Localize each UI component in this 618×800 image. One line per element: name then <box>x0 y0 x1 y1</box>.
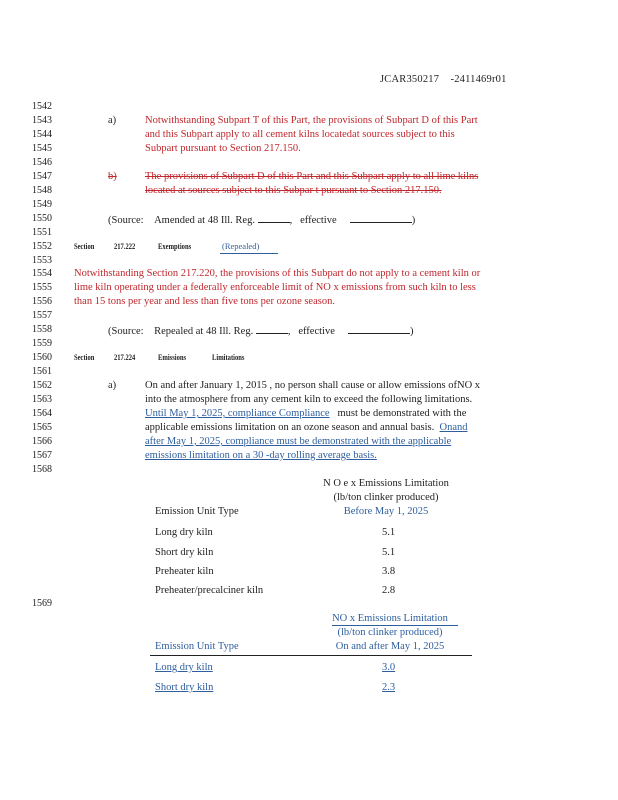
line-number: 1567 <box>32 450 52 461</box>
table-header-line: Before May 1, 2025 <box>343 506 429 517</box>
inserted-paragraph-line: emissions limitation on a 30 -day rolling average basis. <box>145 450 377 461</box>
table-cell-value: 3.8 <box>382 566 396 577</box>
line-number: 1558 <box>32 324 52 335</box>
table-cell-type: Preheater/precalciner kiln <box>155 585 264 596</box>
line-number: 1542 <box>32 101 52 112</box>
text: applicable emissions limitation on an ozone season and annual basis. <box>145 422 435 433</box>
line-number: 1563 <box>32 394 52 405</box>
close-paren: ) <box>411 215 416 226</box>
line-number: 1555 <box>32 282 52 293</box>
source-text: Repealed at 48 Ill. Reg. <box>154 326 254 337</box>
line-number: 1546 <box>32 157 52 168</box>
line-number: 1566 <box>32 436 52 447</box>
line-number: 1557 <box>32 310 52 321</box>
table-header-line: NO x Emissions Limitation <box>332 613 448 624</box>
source-note <box>108 324 414 337</box>
blank-field <box>256 324 288 334</box>
table-cell-value: 5.1 <box>382 527 396 538</box>
paragraph-line: Notwithstanding Subpart T of this Part, the provisions of Subpart D of this Part <box>145 115 478 126</box>
line-number: 1548 <box>32 185 52 196</box>
inserted-paragraph-line: after May 1, 2025, compliance must be demonstrated with the applicable <box>145 436 452 447</box>
section-number: 217.224 <box>114 353 136 362</box>
deleted-paragraph-line: located at sources subject to this Subpar t pursuant to Section 217.150. <box>145 185 442 196</box>
paragraph-line: lime kiln operating under a federally enforceable limit of NO x emissions from such kiln to less <box>74 282 476 293</box>
line-number: 1568 <box>32 464 52 475</box>
effective-label: effective <box>300 215 337 226</box>
subsection-label: a) <box>108 115 117 126</box>
line-number: 1553 <box>32 255 52 266</box>
line-number: 1544 <box>32 129 52 140</box>
table-cell-type: Short dry kiln <box>155 547 214 558</box>
section-title: Limitations <box>212 353 245 362</box>
comma: , <box>289 215 293 226</box>
source-label: (Source: <box>108 215 144 226</box>
section-title: Exemptions <box>158 242 192 251</box>
blank-field <box>258 213 290 223</box>
column-header: Emission Unit Type <box>155 641 239 652</box>
line-number: 1549 <box>32 199 52 210</box>
repealed-tag: (Repealed) <box>222 241 260 251</box>
paragraph-line <box>145 422 468 433</box>
line-number: 1564 <box>32 408 52 419</box>
table-cell-type: Long dry kiln <box>155 527 213 538</box>
table-cell-value: 3.0 <box>382 662 396 673</box>
column-header: Emission Unit Type <box>155 506 239 517</box>
section-number: 217.222 <box>114 242 136 251</box>
deleted-paragraph-line: The provisions of Subpart D of this Part and this Subpart apply to all lime kilns <box>145 171 479 182</box>
line-number: 1560 <box>32 352 52 363</box>
document-version: -2411469r01 <box>450 74 507 85</box>
section-label: Section <box>74 353 95 362</box>
line-number: 1561 <box>32 366 52 377</box>
blank-field <box>348 324 410 334</box>
paragraph-line: than 15 tons per year and less than five tons per ozone season. <box>74 296 335 307</box>
line-number: 1545 <box>32 143 52 154</box>
paragraph-line: Subpart pursuant to Section 217.150. <box>145 143 301 154</box>
repealed-underline <box>220 253 278 254</box>
text: must be demonstrated with the <box>337 408 467 419</box>
line-number: 1565 <box>32 422 52 433</box>
line-number: 1552 <box>32 241 52 252</box>
table-header-line: On and after May 1, 2025 <box>335 641 445 652</box>
table-header-rule <box>150 655 472 656</box>
paragraph-line: On and after January 1, 2015 , no person shall cause or allow emissions ofNO x <box>145 380 481 391</box>
line-number: 1551 <box>32 227 52 238</box>
table-cell-value: 5.1 <box>382 547 396 558</box>
subsection-label: a) <box>108 380 117 391</box>
source-label: (Source: <box>108 326 144 337</box>
paragraph-line: and this Subpart apply to all cement kilns locatedat sources subject to this <box>145 129 455 140</box>
section-title: Emissions <box>158 353 187 362</box>
line-number: 1547 <box>32 171 52 182</box>
comma: , <box>287 326 291 337</box>
inserted-text: Until May 1, 2025, compliance Compliance <box>145 408 330 419</box>
table-cell-value: 2.8 <box>382 585 396 596</box>
effective-label: effective <box>298 326 335 337</box>
blank-field <box>350 213 412 223</box>
table-cell-type: Preheater kiln <box>155 566 214 577</box>
table-cell-type: Short dry kiln <box>155 682 214 693</box>
table-header-line: (lb/ton clinker produced) <box>333 492 439 503</box>
source-note <box>108 213 415 226</box>
line-number: 1559 <box>32 338 52 349</box>
paragraph-line <box>145 408 466 419</box>
line-number: 1550 <box>32 213 52 224</box>
table-header-line: N O e x Emissions Limitation <box>323 478 449 489</box>
document-header <box>380 74 507 85</box>
source-text: Amended at 48 Ill. Reg. <box>154 215 255 226</box>
subsection-label-deleted: b) <box>108 171 117 182</box>
line-number: 1569 <box>32 598 52 609</box>
line-number: 1562 <box>32 380 52 391</box>
table-header-line: (lb/ton clinker produced) <box>337 627 443 638</box>
line-number: 1556 <box>32 296 52 307</box>
paragraph-line: Notwithstanding Section 217.220, the provisions of this Subpart do not apply to a cement kiln or <box>74 268 481 279</box>
document-id: JCAR350217 <box>380 74 440 85</box>
line-number: 1543 <box>32 115 52 126</box>
table-cell-value: 2.3 <box>382 682 396 693</box>
table-cell-type: Long dry kiln <box>155 662 213 673</box>
section-label: Section <box>74 242 95 251</box>
paragraph-line: into the atmosphere from any cement kiln to exceed the following limitations. <box>145 394 473 405</box>
inserted-text: Onand <box>439 422 468 433</box>
close-paren: ) <box>410 326 414 337</box>
line-number: 1554 <box>32 268 52 279</box>
header-underline <box>332 625 458 626</box>
